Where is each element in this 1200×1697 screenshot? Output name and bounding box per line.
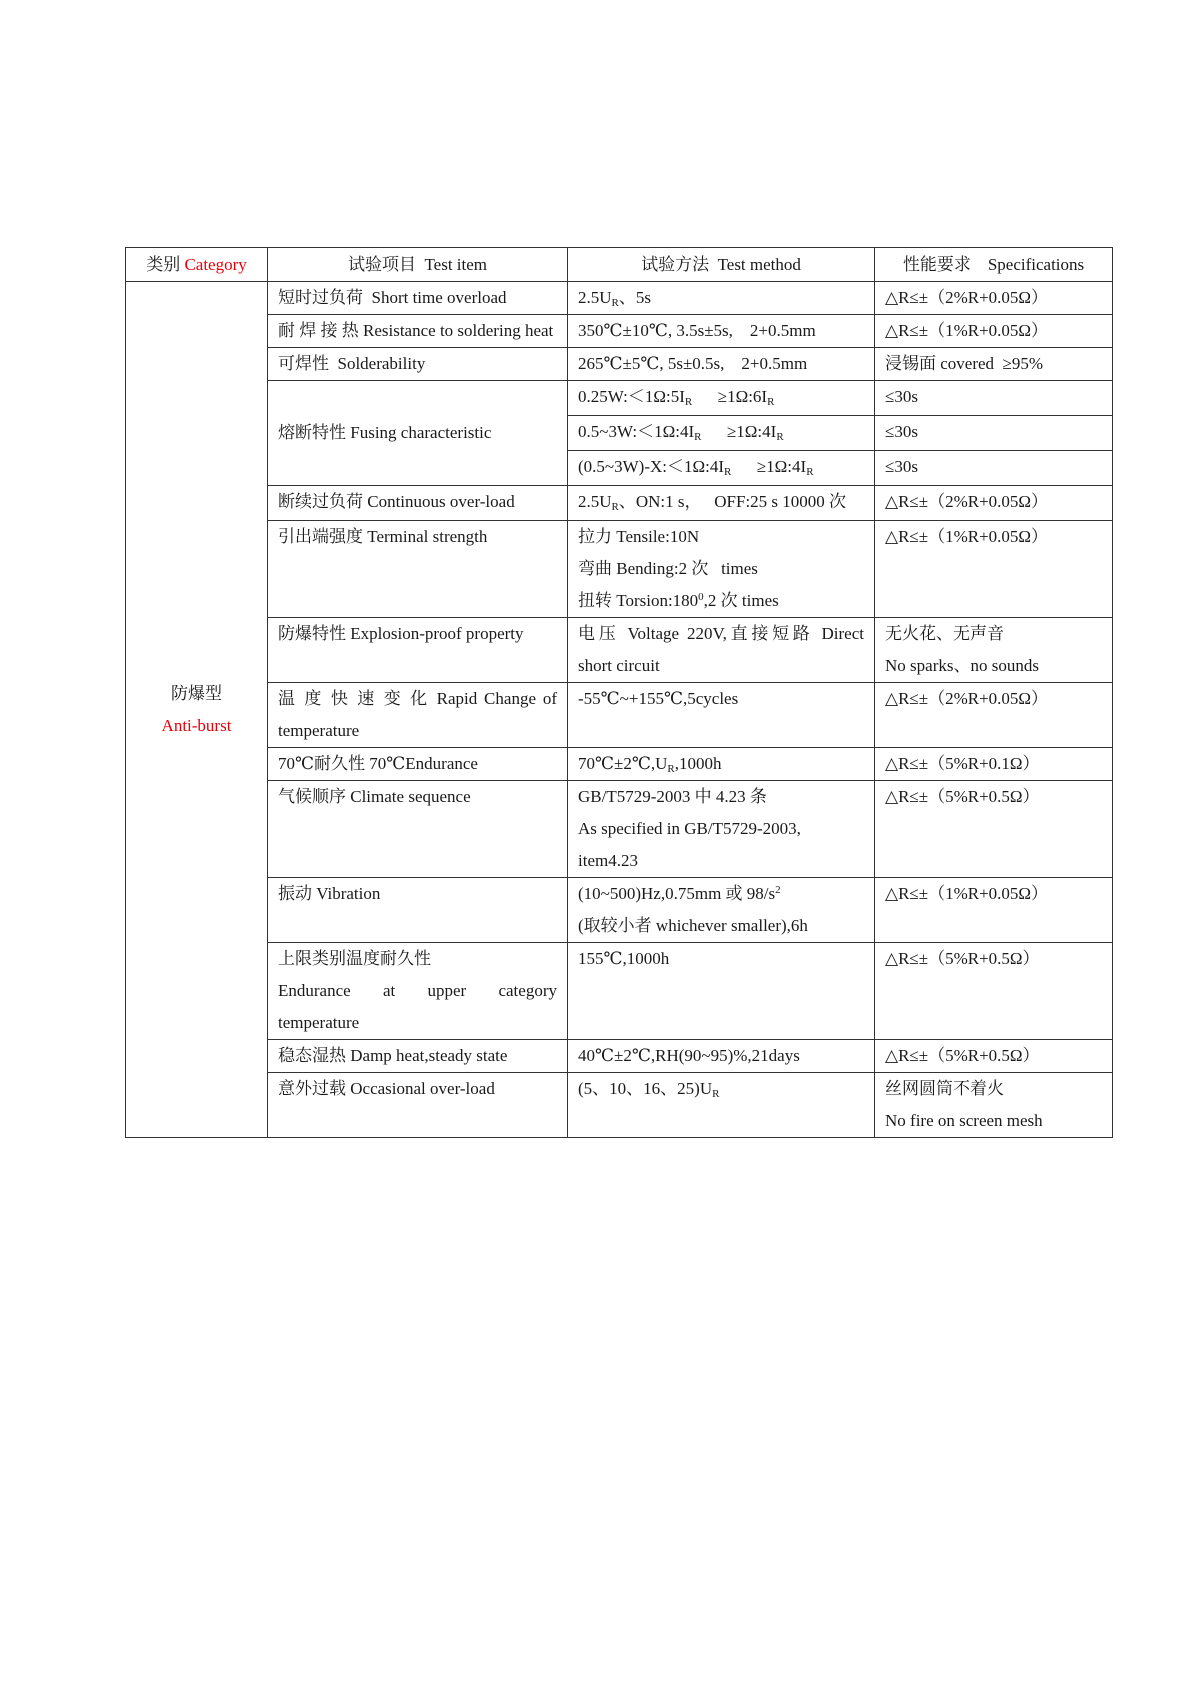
spec-fusing-3: ≤30s xyxy=(875,451,1113,486)
item-short-overload: 短时过负荷 Short time overload xyxy=(268,282,568,315)
spec-terminal-strength: △R≤±（1%R+0.05Ω） xyxy=(875,521,1113,618)
table-row xyxy=(126,618,1113,683)
method-upper-endurance: 155℃,1000h xyxy=(568,943,875,1040)
item-terminal-strength: 引出端强度 Terminal strength xyxy=(268,521,568,618)
item-rapid-change: 温 度 快 速 变 化 Rapid Change of temperature xyxy=(268,683,568,748)
spec-endurance-70: △R≤±（5%R+0.1Ω） xyxy=(875,748,1113,781)
item-continuous-overload: 断续过负荷 Continuous over-load xyxy=(268,486,568,521)
table-row xyxy=(126,521,1113,618)
item-damp-heat: 稳态湿热 Damp heat,steady state xyxy=(268,1040,568,1073)
category-en: Anti-burst xyxy=(161,715,232,735)
spec-table xyxy=(125,247,1113,1138)
method-continuous-overload: $2.5U_R$、ON:1 s， OFF:25 s 10000 次 xyxy=(568,486,875,521)
table-row xyxy=(126,1073,1113,1138)
item-solderability: 可焊性 Solderability xyxy=(268,348,568,381)
table-row xyxy=(126,683,1113,748)
spec-short-overload: △R≤±（2%R+0.05Ω） xyxy=(875,282,1113,315)
spec-climate: △R≤±（5%R+0.5Ω） xyxy=(875,781,1113,878)
table-row xyxy=(126,1040,1113,1073)
method-solderability: 265℃±5℃, 5s±0.5s, 2+0.5mm xyxy=(568,348,875,381)
spec-solderability: 浸锡面 covered ≥95% xyxy=(875,348,1113,381)
method-fusing-3: $(0.5\sim 3W)-X:<1\Omega:4I_R$ $\ge 1\Omega:4I_R$ xyxy=(568,451,875,486)
spec-upper-endurance: △R≤±（5%R+0.5Ω） xyxy=(875,943,1113,1040)
method-rapid-change: -55℃~+155℃,5cycles xyxy=(568,683,875,748)
method-terminal-strength: 拉力 Tensile:10N 弯曲 Bending:2 次 times 扭转 $Torsion:180^0,2$ 次 times xyxy=(568,521,875,618)
item-vibration: 振动 Vibration xyxy=(268,878,568,943)
header-specifications: 性能要求 Specifications xyxy=(875,248,1113,282)
header-row xyxy=(126,248,1113,282)
spec-fusing-2: ≤30s xyxy=(875,416,1113,451)
spec-explosion-proof: 无火花、无声音 No sparks、no sounds xyxy=(875,618,1113,683)
header-test-method: 试验方法 Test method xyxy=(568,248,875,282)
method-damp-heat: 40℃±2℃,RH(90~95)%,21days xyxy=(568,1040,875,1073)
method-short-overload: $2.5U_R$、5s xyxy=(568,282,875,315)
header-test-item: 试验项目 Test item xyxy=(268,248,568,282)
item-soldering-heat: 耐 焊 接 热 Resistance to soldering heat xyxy=(268,315,568,348)
method-fusing-1: $0.25W:<1\Omega:5I_R$ $\ge 1\Omega:6I_R$ xyxy=(568,381,875,416)
table-row xyxy=(126,486,1113,521)
method-explosion-proof: 电压 Voltage 220V,直接短路 Direct short circuit xyxy=(568,618,875,683)
method-fusing-2: $0.5\sim 3W:<1\Omega:4I_R$ $\ge 1\Omega:4I_R$ xyxy=(568,416,875,451)
table-row xyxy=(126,943,1113,1040)
item-endurance-70: 70℃耐久性 70℃Endurance xyxy=(268,748,568,781)
spec-rapid-change: △R≤±（2%R+0.05Ω） xyxy=(875,683,1113,748)
item-upper-endurance: 上限类别温度耐久性 Endurance at upper category temperature xyxy=(268,943,568,1040)
spec-damp-heat: △R≤±（5%R+0.5Ω） xyxy=(875,1040,1113,1073)
table-row xyxy=(126,315,1113,348)
table-row xyxy=(126,381,1113,416)
method-occasional-overload: (5、10、16、$25)U_R$ xyxy=(568,1073,875,1138)
item-occasional-overload: 意外过载 Occasional over-load xyxy=(268,1073,568,1138)
spec-continuous-overload: △R≤±（2%R+0.05Ω） xyxy=(875,486,1113,521)
spec-occasional-overload: 丝网圆筒不着火 No fire on screen mesh xyxy=(875,1073,1113,1138)
item-fusing: 熔断特性 Fusing characteristic xyxy=(268,381,568,486)
item-explosion-proof: 防爆特性 Explosion-proof property xyxy=(268,618,568,683)
table-row xyxy=(126,781,1113,878)
category-cell xyxy=(126,282,268,1138)
method-soldering-heat: 350℃±10℃, 3.5s±5s, 2+0.5mm xyxy=(568,315,875,348)
method-endurance-70: $70℃\pm 2℃,U_R,1000h$ xyxy=(568,748,875,781)
method-climate: GB/T5729-2003 中 4.23 条 As specified in GB/T5729-2003, item4.23 xyxy=(568,781,875,878)
item-climate: 气候顺序 Climate sequence xyxy=(268,781,568,878)
table-row xyxy=(126,282,1113,315)
header-category-cn: 类别 xyxy=(146,254,181,274)
method-vibration: (10~500)Hz,0.75mm 或 $98/s^2$ (取较小者 whichever smaller),6h xyxy=(568,878,875,943)
table-row xyxy=(126,748,1113,781)
table-row xyxy=(126,348,1113,381)
header-category xyxy=(126,248,268,282)
table-row xyxy=(126,878,1113,943)
spec-soldering-heat: △R≤±（1%R+0.05Ω） xyxy=(875,315,1113,348)
spec-vibration: △R≤±（1%R+0.05Ω） xyxy=(875,878,1113,943)
spec-fusing-1: ≤30s xyxy=(875,381,1113,416)
header-category-en: Category xyxy=(184,254,247,274)
category-cn: 防爆型 xyxy=(171,683,222,703)
